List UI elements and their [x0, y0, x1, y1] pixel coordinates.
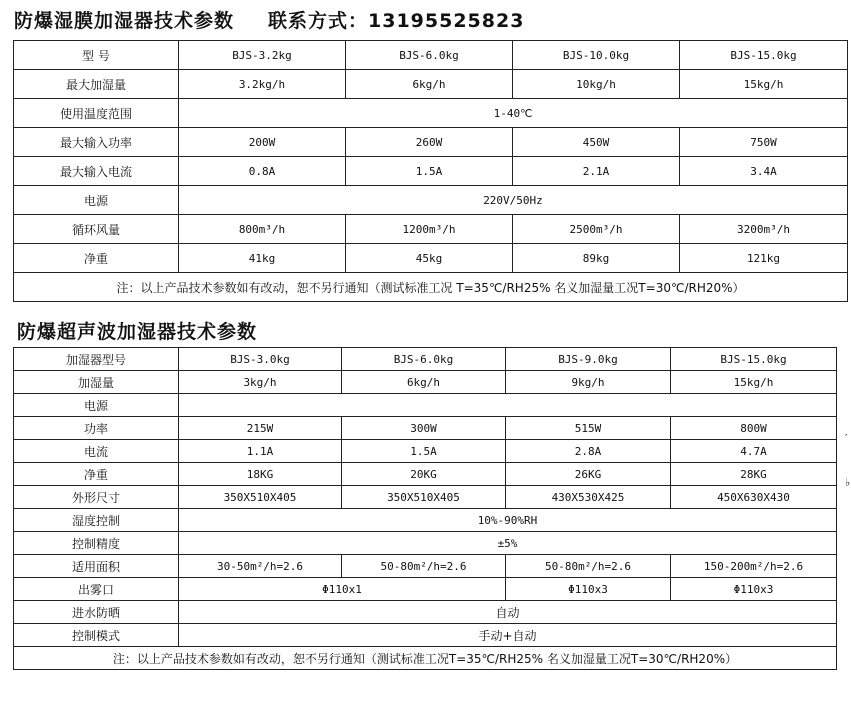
table-cell: 3.4A	[680, 157, 848, 186]
row-label: 净重	[14, 244, 179, 273]
row-label: 最大输入功率	[14, 128, 179, 157]
row-label: 电源	[14, 394, 179, 417]
table-cell: 26KG	[506, 463, 671, 486]
table-cell: 450X630X430	[671, 486, 837, 509]
row-label: 加湿量	[14, 371, 179, 394]
header-cell: BJS-6.0kg	[346, 41, 513, 70]
row-label: 最大加湿量	[14, 70, 179, 99]
row-label: 适用面积	[14, 555, 179, 578]
table-row	[14, 157, 848, 186]
table-note: 注：以上产品技术参数如有改动，恕不另行通知（测试标准工况T=35℃/RH25% 名义加湿量工况T=30℃/RH20%）	[14, 647, 837, 670]
table-row	[14, 509, 837, 532]
table-cell: 300W	[342, 417, 506, 440]
edge-mark: ′	[845, 432, 848, 445]
row-label: 使用温度范围	[14, 99, 179, 128]
table-cell: 1-40℃	[179, 99, 848, 128]
table-cell: 3kg/h	[179, 371, 342, 394]
header-cell: BJS-10.0kg	[513, 41, 680, 70]
table-row	[14, 463, 837, 486]
table-row	[14, 99, 848, 128]
row-label: 进水防晒	[14, 601, 179, 624]
table-cell: 220V/50Hz	[179, 186, 848, 215]
table-row	[14, 128, 848, 157]
humidifier-wet-film-title	[14, 6, 524, 33]
table-cell: 28KG	[671, 463, 837, 486]
table-cell: 9kg/h	[506, 371, 671, 394]
table-cell: 200W	[179, 128, 346, 157]
table-cell: 150-200m²/h=2.6	[671, 555, 837, 578]
table-cell: 45kg	[346, 244, 513, 273]
table-cell: 515W	[506, 417, 671, 440]
table-cell: 6kg/h	[342, 371, 506, 394]
table-cell: 350X510X405	[342, 486, 506, 509]
table-cell: 2.8A	[506, 440, 671, 463]
table-cell: 4.7A	[671, 440, 837, 463]
table-row	[14, 624, 837, 647]
table-cell: 89kg	[513, 244, 680, 273]
table-row	[14, 70, 848, 99]
table-cell: Φ110x3	[506, 578, 671, 601]
table-row	[14, 215, 848, 244]
table-cell: 50-80m²/h=2.6	[506, 555, 671, 578]
table-cell: 20KG	[342, 463, 506, 486]
table-note: 注：以上产品技术参数如有改动，恕不另行通知（测试标准工况 T=35℃/RH25% 名义加湿量工况T=30℃/RH20%）	[14, 273, 848, 302]
table-cell	[179, 394, 837, 417]
table-cell: 1.5A	[342, 440, 506, 463]
table-row	[14, 244, 848, 273]
row-label: 电流	[14, 440, 179, 463]
table-cell: 10%-90%RH	[179, 509, 837, 532]
header-cell: BJS-3.0kg	[179, 348, 342, 371]
table-cell: Φ110x3	[671, 578, 837, 601]
table-row	[14, 601, 837, 624]
row-label: 外形尺寸	[14, 486, 179, 509]
table-cell: 2.1A	[513, 157, 680, 186]
table-cell: 3.2kg/h	[179, 70, 346, 99]
table-row	[14, 532, 837, 555]
header-cell: 加湿器型号	[14, 348, 179, 371]
header-cell: BJS-9.0kg	[506, 348, 671, 371]
wet-film-spec-table	[13, 40, 848, 302]
header-cell: BJS-3.2kg	[179, 41, 346, 70]
table-cell: 10kg/h	[513, 70, 680, 99]
table-cell: 0.8A	[179, 157, 346, 186]
table-cell: 18KG	[179, 463, 342, 486]
table-row	[14, 417, 837, 440]
header-cell: 型 号	[14, 41, 179, 70]
table-cell: 15kg/h	[671, 371, 837, 394]
table-cell: 1.5A	[346, 157, 513, 186]
table-row	[14, 371, 837, 394]
table-cell: 750W	[680, 128, 848, 157]
table-cell: 430X530X425	[506, 486, 671, 509]
table-cell: 800m³/h	[179, 215, 346, 244]
table-cell: 15kg/h	[680, 70, 848, 99]
table-cell: 121kg	[680, 244, 848, 273]
table-cell: 自动	[179, 601, 837, 624]
row-label: 湿度控制	[14, 509, 179, 532]
table-row	[14, 394, 837, 417]
table-cell: ±5%	[179, 532, 837, 555]
row-label: 净重	[14, 463, 179, 486]
row-label: 最大输入电流	[14, 157, 179, 186]
table-row	[14, 555, 837, 578]
table-cell: 2500m³/h	[513, 215, 680, 244]
table-cell: 260W	[346, 128, 513, 157]
table-cell: 手动+自动	[179, 624, 837, 647]
row-label: 电源	[14, 186, 179, 215]
table-note-row	[14, 273, 848, 302]
table-cell: 450W	[513, 128, 680, 157]
humidifier-ultrasonic-title: 防爆超声波加湿器技术参数	[17, 321, 258, 343]
table-cell: Φ110x1	[179, 578, 506, 601]
table-cell: 50-80m²/h=2.6	[342, 555, 506, 578]
header-cell: BJS-15.0kg	[680, 41, 848, 70]
table-cell: 1200m³/h	[346, 215, 513, 244]
table-cell: 350X510X405	[179, 486, 342, 509]
header-cell: BJS-6.0kg	[342, 348, 506, 371]
table-row	[14, 578, 837, 601]
contact-info: 联系方式：13195525823	[268, 10, 525, 32]
table-note-row	[14, 647, 837, 670]
wet-film-title-text: 防爆湿膜加湿器技术参数	[14, 10, 235, 32]
table-header-row	[14, 348, 837, 371]
row-label: 功率	[14, 417, 179, 440]
table-header-row	[14, 41, 848, 70]
table-row	[14, 186, 848, 215]
table-cell: 30-50m²/h=2.6	[179, 555, 342, 578]
table-row	[14, 486, 837, 509]
row-label: 控制精度	[14, 532, 179, 555]
table-cell: 1.1A	[179, 440, 342, 463]
header-cell: BJS-15.0kg	[671, 348, 837, 371]
table-cell: 800W	[671, 417, 837, 440]
table-row	[14, 440, 837, 463]
ultrasonic-spec-table	[13, 347, 837, 670]
table-cell: 6kg/h	[346, 70, 513, 99]
table-cell: 3200m³/h	[680, 215, 848, 244]
edge-mark: ♭	[845, 476, 851, 489]
row-label: 循环风量	[14, 215, 179, 244]
row-label: 出雾口	[14, 578, 179, 601]
table-cell: 215W	[179, 417, 342, 440]
table-cell: 41kg	[179, 244, 346, 273]
row-label: 控制模式	[14, 624, 179, 647]
